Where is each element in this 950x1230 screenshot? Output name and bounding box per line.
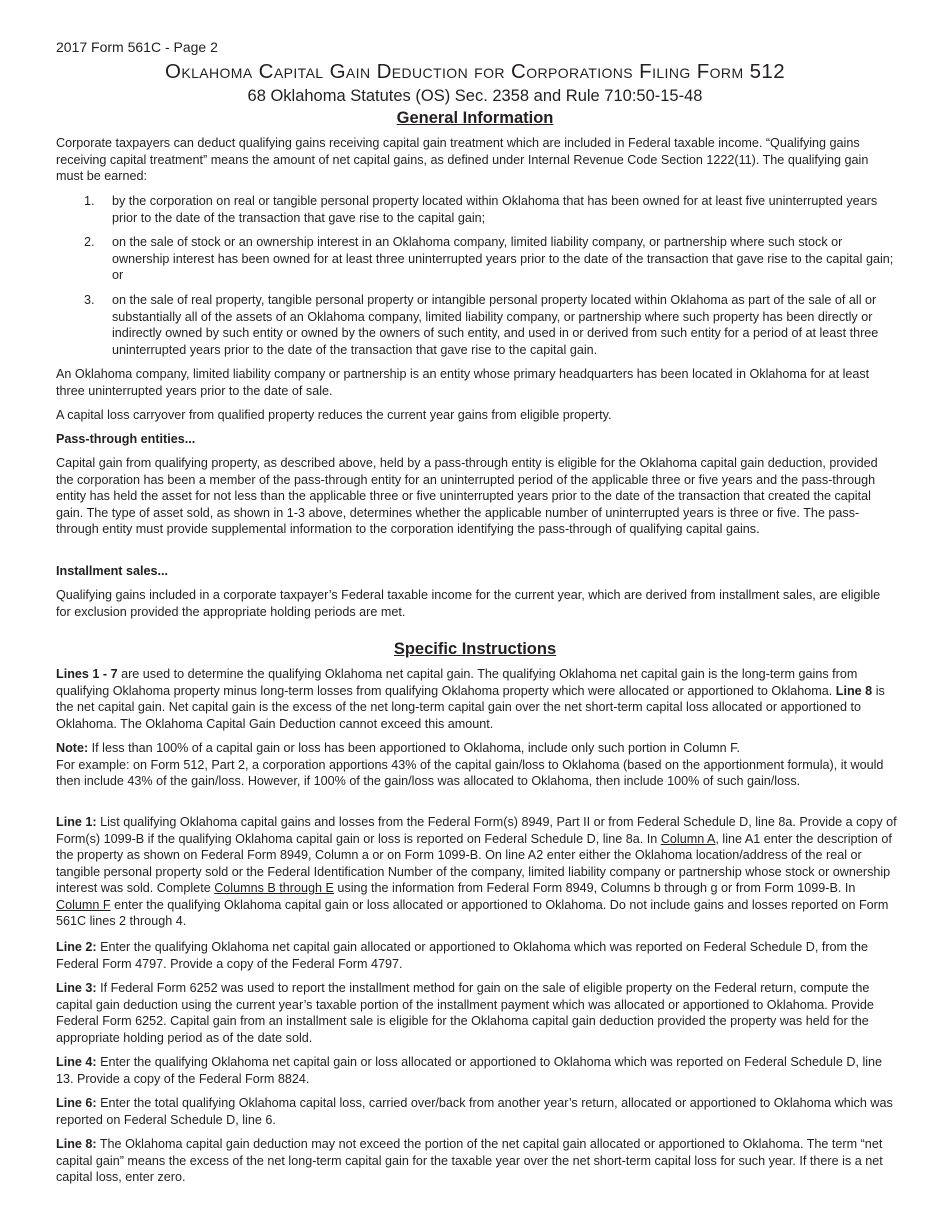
- line-3-text: If Federal Form 6252 was used to report the installment method for gain on the sale of eligible property on the Federal return, compute the capital gain deduction using the current year’s taxable portion of the installment payment which was allocated or apportioned to Oklahoma. Provide Federal Form 6252. Capital gain from an installment sale is eligible for the Oklahoma capital gain deduction provided the property was held for the appropriate holding period as of the date sold.: [56, 981, 874, 1045]
- line-2-paragraph: [56, 939, 898, 972]
- line-6-label: Line 6:: [56, 1096, 97, 1110]
- company-definition-paragraph: An Oklahoma company, limited liability company or partnership is an entity whose primary headquarters has been located in Oklahoma for at least three uninterrupted years prior to the date of sale.: [56, 367, 870, 398]
- installment-heading: Installment sales...: [56, 564, 168, 578]
- line-8-paragraph: [56, 1136, 898, 1186]
- note-label: Note:: [56, 741, 89, 755]
- list-item-text: by the corporation on real or tangible personal property located within Oklahoma that has been owned for at least five uninterrupted years prior to the date of the transaction that gave rise to the capital gain;: [112, 194, 878, 225]
- installment-paragraph: Qualifying gains included in a corporate taxpayer’s Federal taxable income for the current year, which are derived from installment sales, are eligible for exclusion provided the appropriate holding periods are met.: [56, 588, 881, 619]
- line-4-text: Enter the qualifying Oklahoma net capital gain or loss allocated or apportioned to Oklahoma which was reported on Federal Schedule D, line 13. Provide a copy of the Federal Form 8824.: [56, 1055, 883, 1086]
- line-6-text: Enter the total qualifying Oklahoma capital loss, carried over/back from another year’s return, allocated or apportioned to Oklahoma which was reported on Federal Schedule D, line 6.: [56, 1096, 893, 1127]
- line-2-label: Line 2:: [56, 940, 97, 954]
- line-8-label: Line 8:: [56, 1137, 97, 1151]
- line-8-inline-label: Line 8: [835, 683, 873, 698]
- pass-through-heading: Pass-through entities...: [56, 432, 196, 446]
- list-item-text: on the sale of stock or an ownership interest in an Oklahoma company, limited liability company, or partnership where such stock or ownership interest has been owned for at least three uninterrupted years prior to the date of the transaction that gave rise to the capital gain; or: [112, 235, 894, 282]
- line-1-text-d: enter the qualifying Oklahoma capital gain or loss allocated or apportioned to Oklahoma. Do not include gains and losses reported on Form 561C lines 2 through 4.: [56, 897, 889, 928]
- page-label: 2017 Form 561C - Page 2: [56, 39, 218, 55]
- line-4-label: Line 4:: [56, 1055, 97, 1069]
- note-example: For example: on Form 512, Part 2, a corporation apportions 43% of the capital gain/loss to Oklahoma (based on the apportionment formula), it would then include 43% of the gain/loss. However, if 100% of the gain/loss was allocated to Oklahoma, then include 100% of such gain/loss.: [56, 757, 884, 788]
- line-1-paragraph: [56, 814, 898, 930]
- note-text: If less than 100% of a capital gain or loss has been apportioned to Oklahoma, include only such portion in Column F.: [88, 741, 740, 755]
- lines-1-7-text-continued: is the net capital gain. Net capital gain is the excess of the net long-term capital gain over the net short-term capital loss allocated or apportioned to Oklahoma. The Oklahoma Capital Gain Deduction cannot exceed this amount.: [56, 683, 885, 731]
- list-item-text: on the sale of real property, tangible personal property or intangible personal property located within Oklahoma as part of the sale of all or substantially all of the assets of an Oklahoma company, limited liability company, or partnership where such property has been directly or indirectly owned by such entity or owned by the owners of such entity, and used in or derived from such entity for a period of at least three uninterrupted years prior to the date of the transaction that gave rise to the capital gain.: [112, 293, 879, 357]
- line-1-label: Line 1:: [56, 815, 97, 829]
- statute-subtitle: 68 Oklahoma Statutes (OS) Sec. 2358 and Rule 710:50-15-48: [247, 87, 703, 105]
- general-intro-paragraph: Corporate taxpayers can deduct qualifying gains receiving capital gain treatment which are included in Federal taxable income. “Qualifying gains receiving capital treatment” means the amount of net capital gains, as defined under Internal Revenue Code Section 1222(11). The qualifying gain must be earned:: [56, 136, 869, 183]
- line-1-text-b: , line A1 enter the description of the property as shown on Federal Form 8949, Column a or on Form 1099-B. On line A2 enter either the Oklahoma location/address of the real or tangible personal property sold or the Federal Identification Number of the company, limited liability company or partnership whose stock or ownership interest was sold. Complete: [56, 831, 892, 895]
- pass-through-paragraph: Capital gain from qualifying property, as described above, held by a pass-through entity is eligible for the Oklahoma capital gain deduction, provided the corporation has been a member of the pass-through entity for an uninterrupted period of the applicable three or five years and the pass-through entity has held the asset for not less than the applicable three or five uninterrupted years prior to the date of the transaction that created the capital gain. The type of asset sold, as shown in 1-3 above, determines whether the applicable number of uninterrupted years is three or five. The pass-through entity must provide supplemental information to the corporation identifying the pass-through of qualifying capital gains.: [56, 456, 878, 536]
- lines-1-7-label: Lines 1 - 7: [56, 667, 118, 681]
- lines-1-7-paragraph: [56, 666, 898, 732]
- lines-1-7-text: are used to determine the qualifying Oklahoma net capital gain. The qualifying Oklahoma net capital gain is the long-term gains from qualifying Oklahoma property minus long-term losses from qualifying Oklahoma property which were allocated or apportioned to Oklahoma.: [56, 667, 858, 698]
- column-f-reference: Column F: [56, 897, 111, 912]
- line-6-paragraph: [56, 1095, 898, 1128]
- note-paragraph: [56, 740, 898, 790]
- form-title: Oklahoma Capital Gain Deduction for Corporations Filing Form 512: [164, 60, 786, 83]
- line-1-text: List qualifying Oklahoma capital gains and losses from the Federal Form(s) 8949, Part II or from Federal Schedule D, line 8a. Provide a copy of Form(s) 1099-B if the qualifying Oklahoma capital gain or loss is reported on Federal Schedule D, line 8a. In: [56, 815, 897, 846]
- general-information-heading: General Information: [396, 109, 554, 127]
- list-item-number: 1.: [84, 194, 95, 208]
- list-item-number: 3.: [84, 293, 95, 307]
- column-a-reference: Column A: [660, 831, 716, 846]
- specific-instructions-heading: Specific Instructions: [393, 640, 557, 658]
- line-8-text: The Oklahoma capital gain deduction may not exceed the portion of the net capital gain allocated or apportioned to Oklahoma. The term “net capital gain” means the excess of the net long-term capital gain for the taxable year over the net short-term capital loss for such year. If there is a net capital loss, enter zero.: [56, 1137, 883, 1184]
- list-item-number: 2.: [84, 235, 95, 249]
- columns-b-e-reference: Columns B through E: [214, 881, 334, 895]
- line-1-text-c: using the information from Federal Form 8949, Columns b through g or from Form 1099-B. In: [333, 881, 856, 895]
- line-3-paragraph: [56, 980, 898, 1046]
- line-4-paragraph: [56, 1054, 898, 1087]
- line-2-text: Enter the qualifying Oklahoma net capital gain allocated or apportioned to Oklahoma which was reported on Federal Schedule D, from the Federal Form 4797. Provide a copy of the Federal Form 4797.: [56, 940, 869, 971]
- line-3-label: Line 3:: [56, 981, 97, 995]
- carryover-paragraph: A capital loss carryover from qualified property reduces the current year gains from eligible property.: [56, 408, 612, 422]
